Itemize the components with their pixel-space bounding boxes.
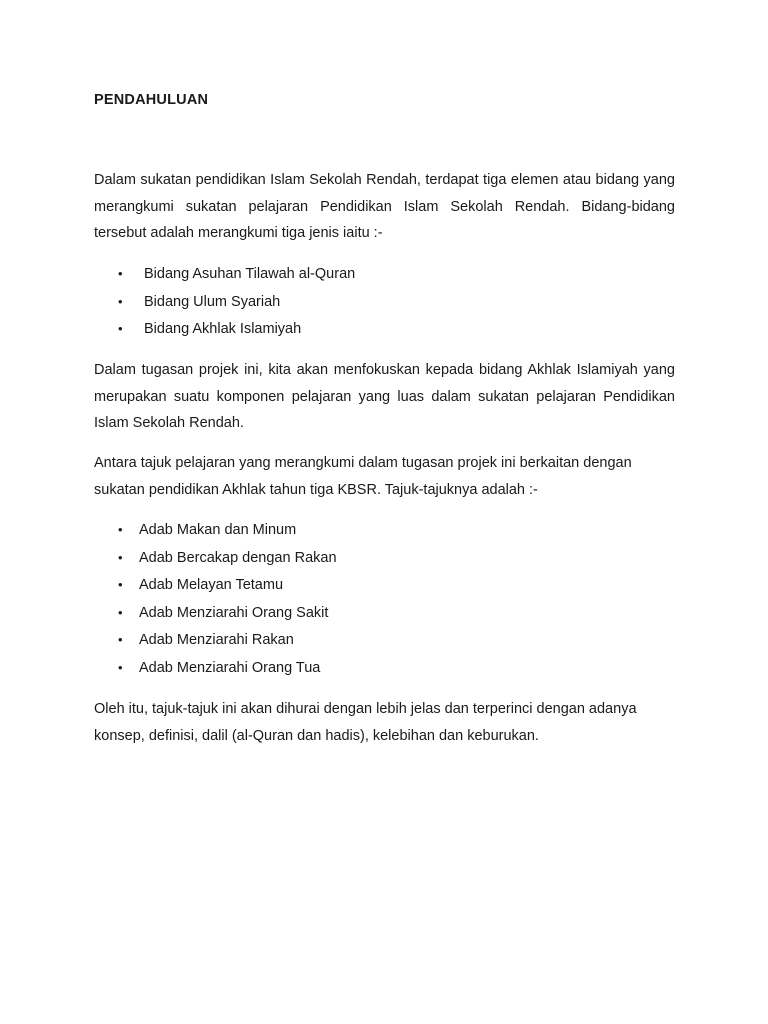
bullet-icon: • xyxy=(118,549,123,565)
list-item xyxy=(118,520,337,548)
paragraph-intro: Dalam sukatan pendidikan Islam Sekolah Rendah, terdapat tiga elemen atau bidang yang merangkumi sukatan pelajaran Pendidikan Islam Sekolah Rendah. Bidang-bidang tersebut adalah merangkumi tiga jenis iaitu :- xyxy=(94,172,675,241)
document-heading: PENDAHULUAN xyxy=(94,92,209,108)
bullet-icon: • xyxy=(118,577,123,593)
list-item-text: Adab Melayan Tetamu xyxy=(139,577,284,594)
list-item-text: Adab Bercakap dengan Rakan xyxy=(139,549,337,566)
paragraph-conclusion: Oleh itu, tajuk-tajuk ini akan dihurai dengan lebih jelas dan terperinci dengan adanya konsep, definisi, dalil (al-Quran dan hadis), kelebihan dan keburukan. xyxy=(94,701,637,744)
list-item xyxy=(118,575,337,603)
bullet-icon: • xyxy=(118,522,123,537)
list-item xyxy=(118,630,337,658)
bullet-icon: • xyxy=(118,632,123,648)
list-item-text: Adab Menziarahi Orang Sakit xyxy=(139,604,329,621)
paragraph-focus: Dalam tugasan projek ini, kita akan menfokuskan kepada bidang Akhlak Islamiyah yang merupakan suatu komponen pelajaran yang luas dalam sukatan pelajaran Pendidikan Islam Sekolah Rendah. xyxy=(94,362,675,431)
list-item xyxy=(118,292,355,320)
bullet-icon: • xyxy=(118,293,123,309)
list-item xyxy=(118,548,337,576)
list-item-text: Bidang Akhlak Islamiyah xyxy=(144,321,302,338)
bullet-icon: • xyxy=(118,604,123,620)
paragraph-tajuk: Antara tajuk pelajaran yang merangkumi dalam tugasan projek ini berkaitan dengan sukatan pendidikan Akhlak tahun tiga KBSR. Tajuk-tajuknya adalah :- xyxy=(94,455,632,498)
bullet-icon: • xyxy=(118,266,123,281)
bullet-icon: • xyxy=(118,659,123,675)
list-item xyxy=(118,319,355,347)
list-item-text: Adab Makan dan Minum xyxy=(139,522,297,538)
list-item xyxy=(118,658,337,686)
bullet-icon: • xyxy=(118,321,123,337)
tajuk-list xyxy=(118,520,337,686)
list-item xyxy=(118,603,337,631)
list-item xyxy=(118,264,355,292)
list-item-text: Adab Menziarahi Rakan xyxy=(139,632,294,649)
bidang-list xyxy=(118,264,355,347)
list-item-text: Bidang Ulum Syariah xyxy=(144,293,281,310)
list-item-text: Adab Menziarahi Orang Tua xyxy=(139,659,321,676)
list-item-text: Bidang Asuhan Tilawah al-Quran xyxy=(144,266,356,282)
